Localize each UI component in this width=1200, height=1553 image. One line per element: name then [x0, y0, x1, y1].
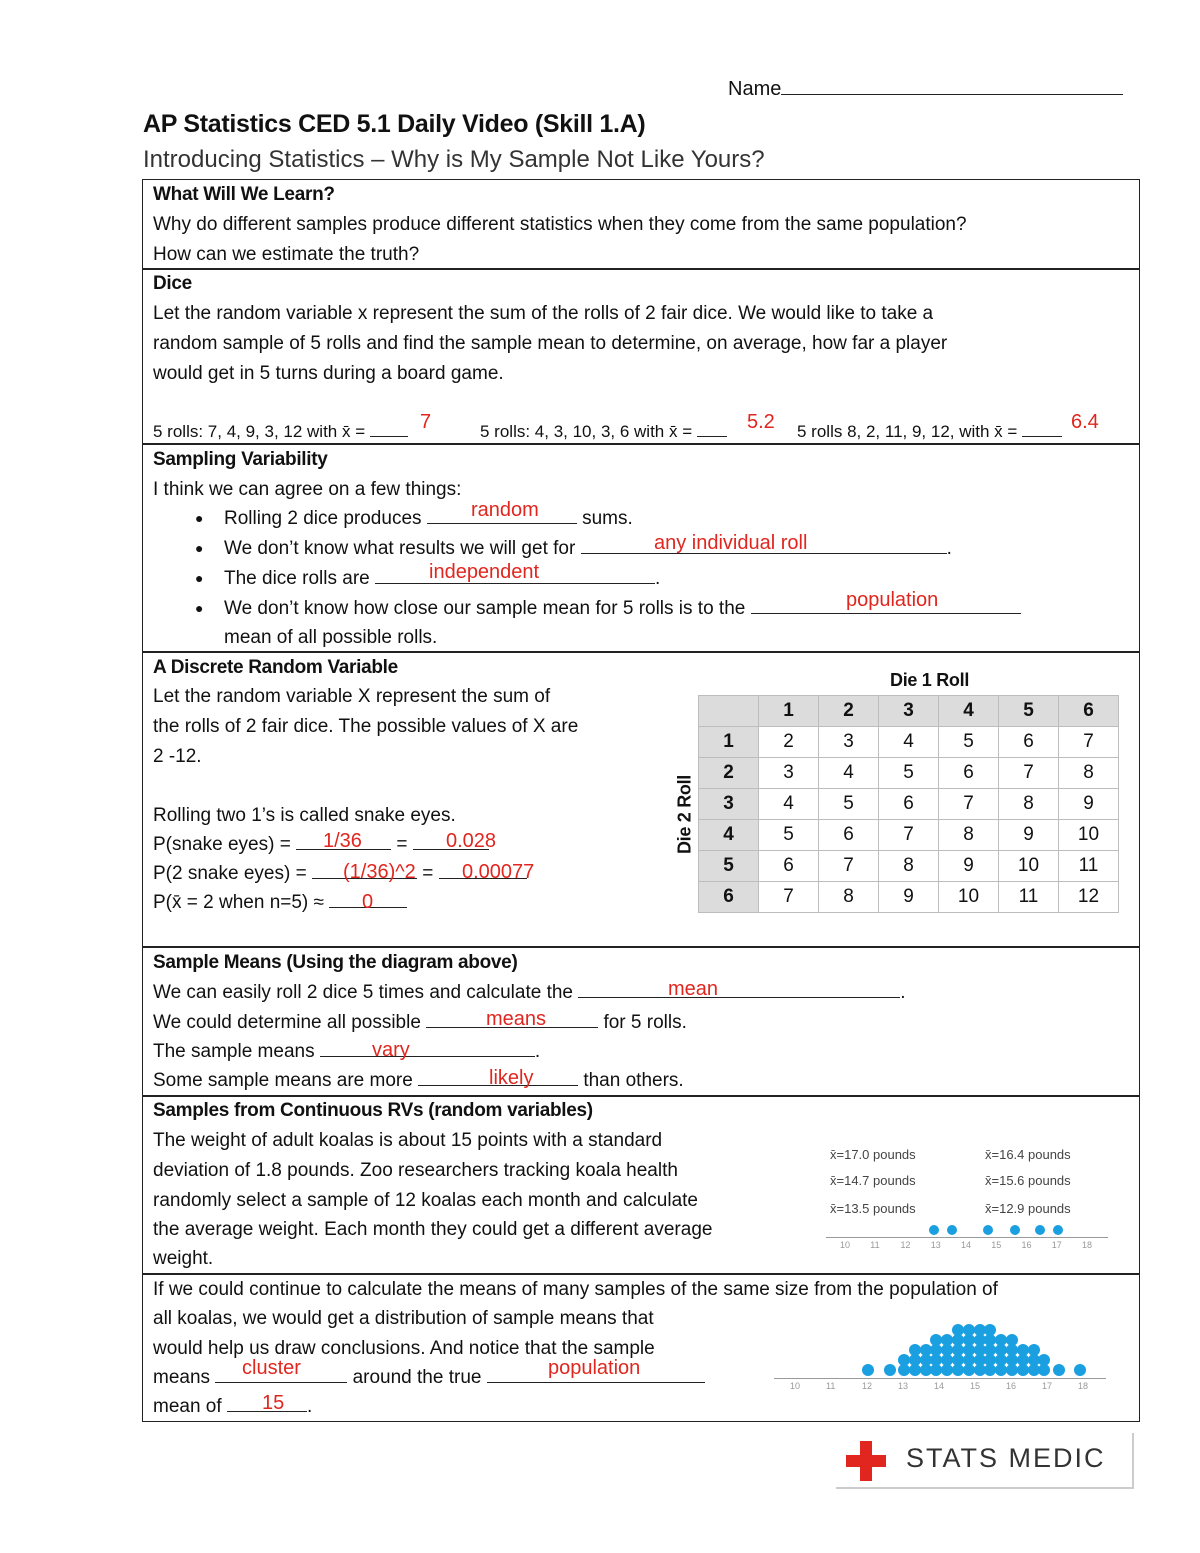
table-cell: 9	[999, 820, 1059, 851]
sampling-dist-dot	[1074, 1364, 1086, 1376]
dice-table-side-label: Die 2 Roll	[674, 774, 695, 855]
answer-individual-roll: any individual roll	[654, 532, 808, 554]
table-cell: 6	[939, 758, 999, 789]
sampling-dist-dot	[862, 1364, 874, 1376]
bullet-4: ●	[195, 600, 204, 616]
discrete-text-2: the rolls of 2 fair dice. The possible values of X are	[153, 716, 579, 737]
table-cell: 2	[759, 727, 819, 758]
variability-intro: I think we can agree on a few things:	[153, 479, 462, 500]
table-row	[699, 851, 1119, 882]
answer-p2-fraction: (1/36)^2	[343, 861, 416, 883]
table-cell: 6	[819, 820, 879, 851]
sample-mean-dot	[1053, 1225, 1063, 1235]
learn-text-1: Why do different samples produce different statistics when they come from the same population?	[153, 214, 967, 235]
small-axis-tick: 18	[1082, 1240, 1093, 1250]
table-cell: 6	[879, 789, 939, 820]
large-axis-tick: 11	[826, 1381, 836, 1391]
answer-p2-decimal: 0.00077	[462, 861, 535, 883]
table-cell: 5	[819, 789, 879, 820]
table-cell: 5	[939, 727, 999, 758]
answer-likely: likely	[489, 1067, 534, 1089]
dice-text-1: Let the random variable x represent the sum of the rolls of 2 fair dice. We would like to take a	[153, 303, 934, 324]
row-header: 2	[699, 758, 759, 789]
sample-mean-dot	[1010, 1225, 1020, 1235]
means-heading: Sample Means (Using the diagram above)	[153, 952, 518, 973]
discrete-heading: A Discrete Random Variable	[153, 657, 398, 678]
variability-item-4-cont: mean of all possible rolls.	[224, 627, 438, 648]
dice-sum-table	[698, 695, 1119, 913]
small-axis-line	[826, 1237, 1108, 1238]
answer-true-population: population	[548, 1357, 641, 1379]
table-cell: 10	[1059, 820, 1119, 851]
small-axis-tick: 15	[991, 1240, 1002, 1250]
answer-population: population	[846, 589, 939, 611]
name-field[interactable]	[728, 76, 1123, 101]
answer-vary: vary	[372, 1039, 410, 1061]
table-cell: 10	[999, 851, 1059, 882]
table-cell: 8	[879, 851, 939, 882]
conclusion-text-1: If we could continue to calculate the means of many samples of the same size from the population of	[153, 1279, 998, 1300]
col-header: 2	[819, 696, 879, 727]
prob-snake-eyes: P(snake eyes) = =	[153, 830, 489, 860]
variability-heading: Sampling Variability	[153, 449, 328, 470]
prob-2-snake-eyes: P(2 snake eyes) = =	[153, 859, 527, 889]
sampling-dist-dot	[963, 1324, 975, 1336]
table-row	[699, 727, 1119, 758]
continuous-text-2: deviation of 1.8 pounds. Zoo researchers tracking koala health	[153, 1160, 678, 1181]
sample-label-5: x̄=13.5 pounds	[830, 1201, 916, 1216]
sample-mean-dot	[947, 1225, 957, 1235]
table-row	[699, 758, 1119, 789]
answer-p1-decimal: 0.028	[446, 830, 497, 852]
roll-set-2: 5 rolls: 4, 3, 10, 3, 6 with x̄ =	[480, 417, 727, 447]
learn-text-2: How can we estimate the truth?	[153, 244, 420, 265]
sample-label-1: x̄=17.0 pounds	[830, 1147, 916, 1162]
table-cell: 7	[759, 882, 819, 913]
stats-medic-logo	[836, 1433, 1134, 1489]
row-header: 5	[699, 851, 759, 882]
koala-small-dotplot	[826, 1215, 1108, 1251]
dice-heading: Dice	[153, 273, 192, 294]
col-header: 3	[879, 696, 939, 727]
answer-means: means	[486, 1008, 547, 1030]
continuous-text-1: The weight of adult koalas is about 15 points with a standard	[153, 1130, 663, 1151]
sample-label-2: x̄=16.4 pounds	[985, 1147, 1071, 1162]
prob-xbar-2: P(x̄ = 2 when n=5) ≈	[153, 888, 407, 918]
koala-large-dotplot	[774, 1320, 1106, 1392]
sample-mean-dot	[929, 1225, 939, 1235]
table-cell: 4	[879, 727, 939, 758]
table-cell: 7	[939, 789, 999, 820]
row-header: 3	[699, 789, 759, 820]
table-row	[699, 789, 1119, 820]
large-axis-tick: 16	[1006, 1381, 1017, 1391]
col-header: 6	[1059, 696, 1119, 727]
sample-mean-dot	[1035, 1225, 1045, 1235]
answer-mean-2: 5.2	[747, 411, 775, 433]
table-row	[699, 820, 1119, 851]
small-axis-tick: 10	[840, 1240, 851, 1250]
table-cell: 3	[759, 758, 819, 789]
table-row	[699, 882, 1119, 913]
cross-icon	[846, 1441, 886, 1481]
row-header: 4	[699, 820, 759, 851]
answer-random: random	[471, 499, 539, 521]
bullet-1: ●	[195, 510, 204, 526]
bullet-3: ●	[195, 570, 204, 586]
table-cell: 5	[759, 820, 819, 851]
answer-p1-fraction: 1/36	[323, 830, 362, 852]
roll-set-3: 5 rolls 8, 2, 11, 9, 12, with x̄ =	[797, 417, 1062, 447]
dice-text-3: would get in 5 turns during a board game.	[153, 363, 504, 384]
table-cell: 9	[1059, 789, 1119, 820]
table-cell: 3	[819, 727, 879, 758]
large-axis-tick: 14	[934, 1381, 945, 1391]
page-subtitle: Introducing Statistics – Why is My Sample Not Like Yours?	[143, 146, 765, 173]
table-cell: 7	[1059, 727, 1119, 758]
table-cell: 7	[819, 851, 879, 882]
name-label: Name	[728, 78, 782, 100]
small-axis-tick: 14	[961, 1240, 972, 1250]
logo-text: STATS MEDIC	[906, 1443, 1106, 1473]
answer-cluster: cluster	[242, 1357, 301, 1379]
sampling-dist-dot	[1038, 1354, 1050, 1366]
answer-mean-3: 6.4	[1071, 411, 1099, 433]
table-corner	[699, 696, 759, 727]
row-header: 6	[699, 882, 759, 913]
large-axis-tick: 18	[1078, 1381, 1089, 1391]
table-cell: 11	[1059, 851, 1119, 882]
bullet-2: ●	[195, 540, 204, 556]
means-text-2: We could determine all possible for 5 rolls.	[153, 1008, 687, 1038]
discrete-text-3: 2 -12.	[153, 746, 202, 767]
large-axis-line	[774, 1378, 1106, 1379]
small-axis-tick: 16	[1021, 1240, 1032, 1250]
table-cell: 8	[1059, 758, 1119, 789]
table-cell: 7	[879, 820, 939, 851]
sampling-dist-dot	[1053, 1364, 1065, 1376]
table-cell: 12	[1059, 882, 1119, 913]
answer-mean: mean	[668, 978, 719, 1000]
means-text-1: We can easily roll 2 dice 5 times and calculate the .	[153, 978, 906, 1008]
answer-p3: 0	[362, 891, 374, 913]
table-cell: 5	[879, 758, 939, 789]
answer-independent: independent	[429, 561, 540, 583]
roll-set-1: 5 rolls: 7, 4, 9, 3, 12 with x̄ =	[153, 417, 408, 447]
sampling-dist-dot	[1028, 1344, 1040, 1356]
table-cell: 11	[999, 882, 1059, 913]
small-axis-tick: 17	[1051, 1240, 1062, 1250]
col-header: 5	[999, 696, 1059, 727]
sampling-dist-dot	[884, 1364, 896, 1376]
continuous-text-3: randomly select a sample of 12 koalas each month and calculate	[153, 1190, 698, 1211]
conclusion-text-5: mean of .	[153, 1392, 312, 1422]
answer-15: 15	[262, 1392, 285, 1414]
table-cell: 6	[759, 851, 819, 882]
table-cell: 9	[879, 882, 939, 913]
large-axis-tick: 17	[1042, 1381, 1053, 1391]
continuous-text-4: the average weight. Each month they could get a different average	[153, 1219, 713, 1240]
table-cell: 10	[939, 882, 999, 913]
sample-label-6: x̄=12.9 pounds	[985, 1201, 1071, 1216]
large-axis-tick: 13	[898, 1381, 909, 1391]
large-axis-tick: 12	[862, 1381, 873, 1391]
dice-text-2: random sample of 5 rolls and find the sample mean to determine, on average, how far a player	[153, 333, 948, 354]
small-axis-tick: 13	[930, 1240, 941, 1250]
table-cell: 8	[939, 820, 999, 851]
sampling-dist-dot	[909, 1344, 921, 1356]
table-cell: 8	[819, 882, 879, 913]
small-axis-tick: 11	[870, 1240, 880, 1250]
table-cell: 9	[939, 851, 999, 882]
variability-item-1: Rolling 2 dice produces sums.	[224, 504, 633, 534]
table-cell: 4	[759, 789, 819, 820]
variability-item-3: The dice rolls are .	[224, 564, 660, 594]
snake-eyes-text: Rolling two 1’s is called snake eyes.	[153, 805, 456, 826]
answer-mean-1: 7	[420, 411, 432, 433]
col-header: 1	[759, 696, 819, 727]
large-axis-tick: 10	[790, 1381, 801, 1391]
conclusion-text-2: all koalas, we would get a distribution of sample means that	[153, 1308, 654, 1329]
large-axis-tick: 15	[970, 1381, 981, 1391]
sampling-dist-dot	[1017, 1344, 1029, 1356]
row-header: 1	[699, 727, 759, 758]
dice-table-title: Die 1 Roll	[890, 670, 970, 690]
col-header: 4	[939, 696, 999, 727]
variability-item-2: We don’t know what results we will get for .	[224, 534, 952, 564]
sample-mean-dot	[983, 1225, 993, 1235]
small-axis-tick: 12	[900, 1240, 911, 1250]
conclusion-text-3: would help us draw conclusions. And notice that the sample	[153, 1338, 655, 1359]
discrete-text-1: Let the random variable X represent the sum of	[153, 686, 551, 707]
sample-label-3: x̄=14.7 pounds	[830, 1173, 916, 1188]
continuous-text-5: weight.	[153, 1248, 214, 1269]
sample-label-4: x̄=15.6 pounds	[985, 1173, 1071, 1188]
table-cell: 8	[999, 789, 1059, 820]
table-cell: 4	[819, 758, 879, 789]
continuous-heading: Samples from Continuous RVs (random variables)	[153, 1100, 593, 1121]
means-text-3: The sample means .	[153, 1037, 540, 1067]
learn-heading: What Will We Learn?	[153, 184, 335, 205]
sampling-dist-dot	[984, 1324, 996, 1336]
table-cell: 7	[999, 758, 1059, 789]
means-text-4: Some sample means are more than others.	[153, 1066, 684, 1096]
variability-item-4: We don’t know how close our sample mean for 5 rolls is to the	[224, 594, 1021, 624]
sampling-dist-dot	[1006, 1334, 1018, 1346]
conclusion-text-4: means around the true	[153, 1363, 705, 1393]
table-cell: 6	[999, 727, 1059, 758]
page-title: AP Statistics CED 5.1 Daily Video (Skill 1.A)	[143, 110, 646, 138]
